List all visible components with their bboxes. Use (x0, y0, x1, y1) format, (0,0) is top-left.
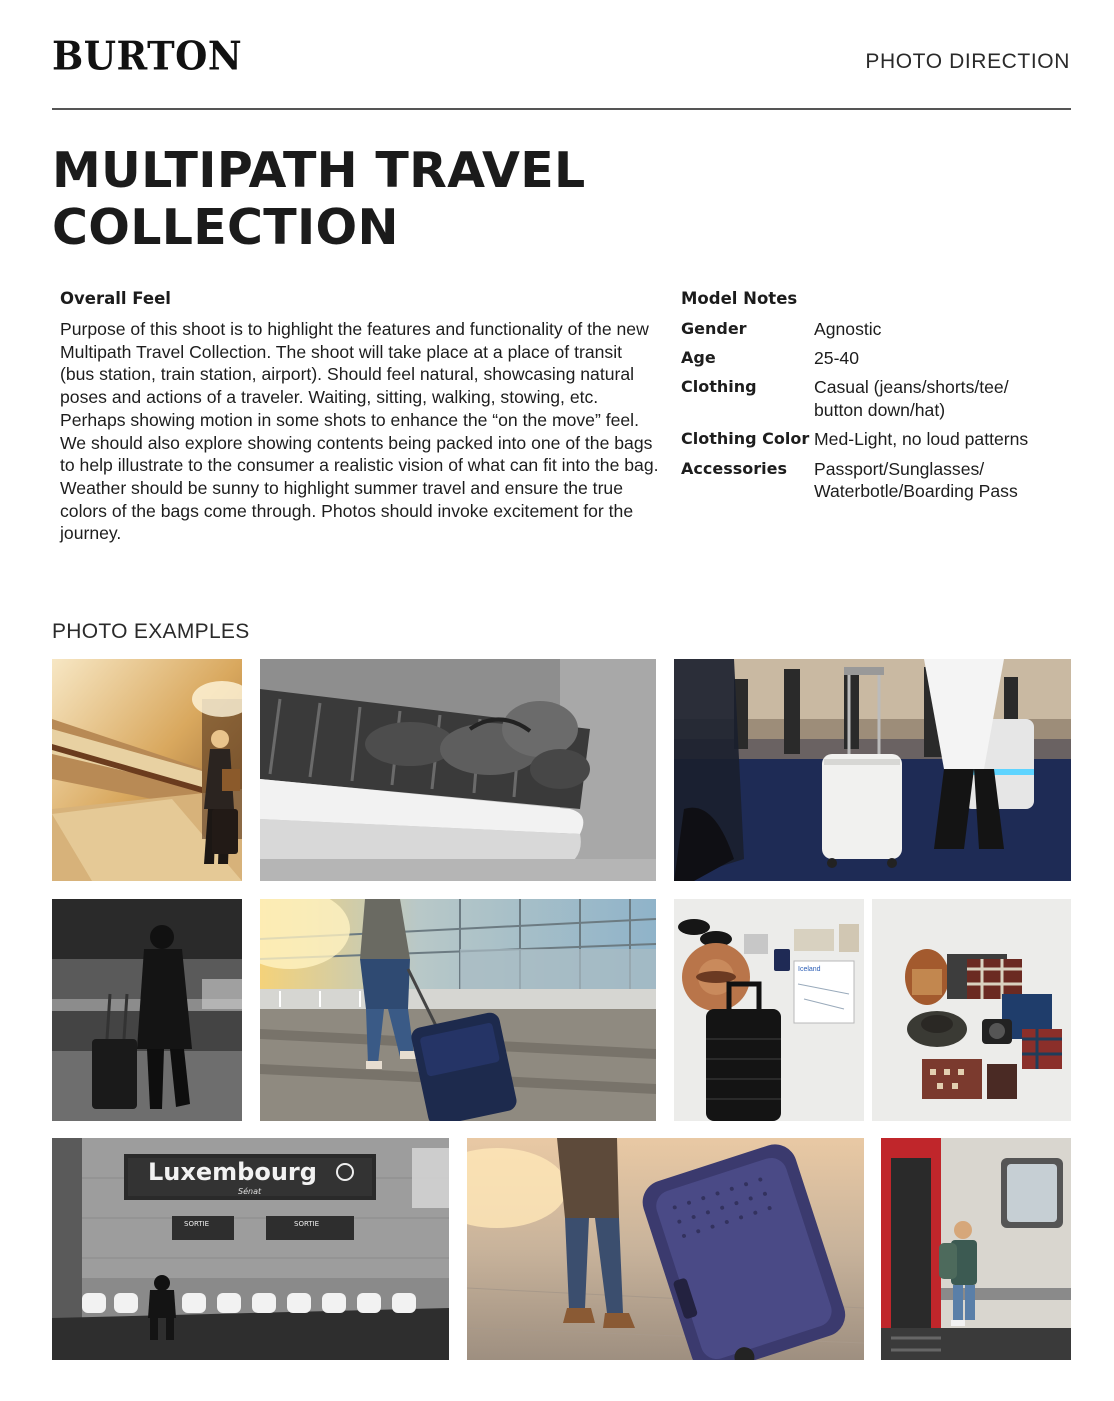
model-note-row (681, 376, 1071, 421)
photo-flatlay-hat-suitcase (674, 899, 864, 1121)
model-note-value: Passport/Sunglasses/ Waterbotle/Boarding Pass (814, 458, 1018, 502)
photo-flatlay-clothes (872, 899, 1071, 1121)
burton-logo: BURTON (52, 32, 243, 80)
photo-woman-navy-suitcase (260, 899, 656, 1121)
photo-man-station-bw (52, 899, 242, 1121)
photo-train-platform (52, 659, 242, 881)
model-note-key: Gender (681, 319, 747, 338)
header-divider (52, 108, 1071, 110)
page-title: MULTIPATH TRAVEL COLLECTION (52, 142, 586, 256)
model-note-row (681, 428, 1071, 451)
model-note-value: Med-Light, no loud patterns (814, 429, 1029, 450)
overall-feel-text: Purpose of this shoot is to highlight the features and functionality of the new Multipath Travel Collection. The shoot will take place at a place of transit (bus station, train station, airport). Should feel natural, showcasing natural poses and actions of a traveler. Waiting, sitting, walking, stowing, etc. Perhaps showing motion in some shots to enhance the “on the move” feel. We should also explore showing contents being packed into one of the bags to help illustrate to the consumer a realistic vision of what can fit into the bag. Weather should be sunny to highlight summer travel and ensure the true colors of the bags come through. Photos should invoke excitement for the journey. (60, 319, 659, 544)
model-note-value: Casual (jeans/shorts/tee/ button down/hat) (814, 377, 1009, 421)
photo-boarding-train (881, 1138, 1071, 1360)
photo-airport-white-suitcase (674, 659, 1071, 881)
photo-examples-heading: PHOTO EXAMPLES (52, 620, 250, 643)
model-note-value: Agnostic (814, 319, 882, 339)
photo-baggage-carousel (260, 659, 656, 881)
model-note-row (681, 318, 1071, 341)
exit-sign-right: SORTIE (294, 1220, 320, 1228)
section-label: PHOTO DIRECTION (865, 50, 1070, 73)
exit-sign-left: SORTIE (184, 1220, 210, 1228)
model-note-key: Age (681, 348, 716, 368)
model-notes-heading: Model Notes (681, 289, 798, 308)
station-sign-subtext: Sénat (238, 1187, 262, 1196)
model-note-row (681, 458, 1071, 503)
model-note-row (681, 347, 1071, 370)
model-notes-table (681, 318, 1071, 509)
model-note-key: Accessories (681, 458, 787, 478)
model-note-value: 25-40 (814, 348, 859, 369)
map-label: Iceland (798, 966, 821, 973)
photo-purple-suitcase (467, 1138, 864, 1360)
photo-luxembourg-station (52, 1138, 449, 1360)
station-sign-text: Luxembourg (148, 1158, 317, 1186)
model-note-key: Clothing Color (681, 429, 810, 449)
overall-feel-heading: Overall Feel (60, 289, 171, 308)
model-note-key: Clothing (681, 377, 757, 397)
